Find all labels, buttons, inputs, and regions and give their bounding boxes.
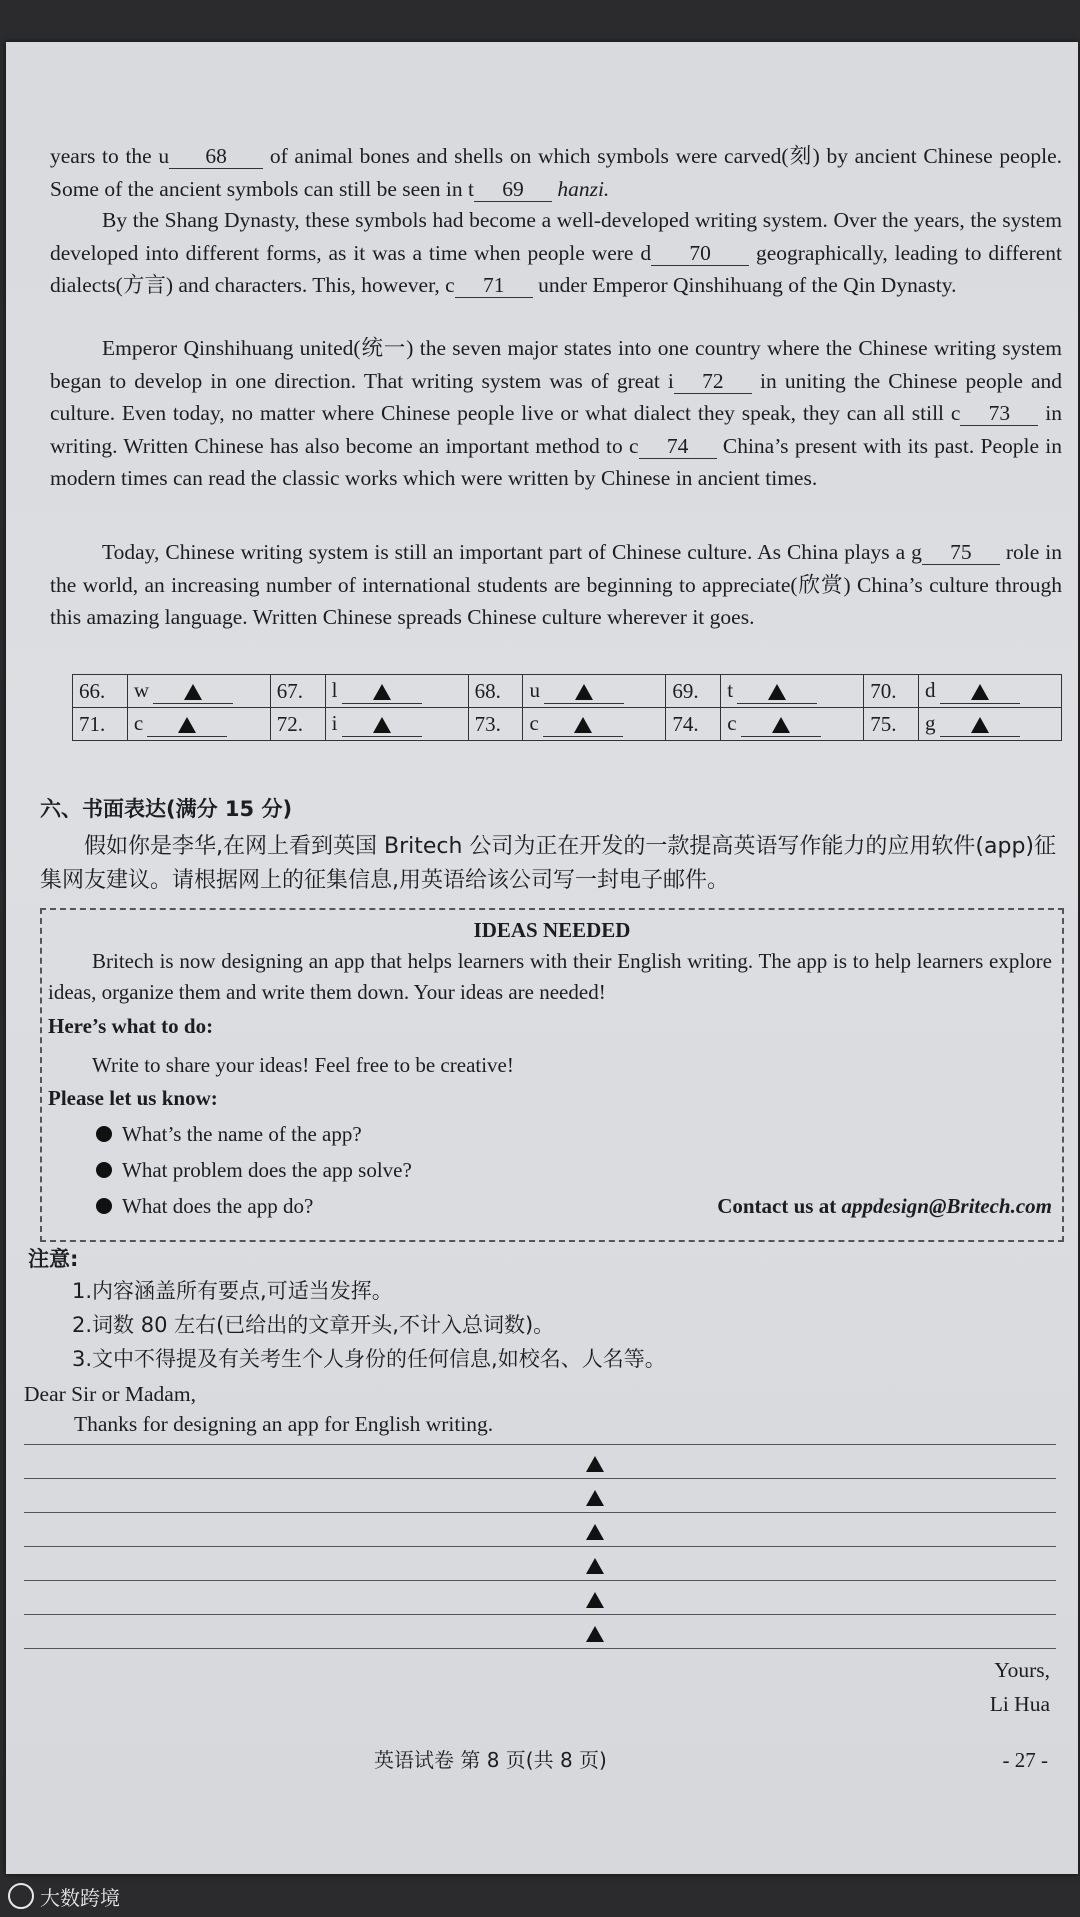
blank-74[interactable]: 74 <box>639 434 717 459</box>
blank-69[interactable]: 69 <box>474 177 552 202</box>
ideas-needed-box <box>40 908 1064 1242</box>
answer-cell[interactable]: d <box>919 675 1062 708</box>
writing-line[interactable] <box>24 1516 1056 1547</box>
section-title: 六、书面表达(满分 15 分) <box>40 797 293 821</box>
bullet-icon <box>96 1162 112 1178</box>
table-row: 71. c 72. i 73. c 74. c 75. g <box>73 708 1062 741</box>
box-todo: Write to share your ideas! Feel free to be creative! <box>92 1053 514 1077</box>
answer-cell[interactable]: l <box>325 675 468 708</box>
writing-line[interactable] <box>24 1482 1056 1513</box>
triangle-icon <box>768 684 786 700</box>
triangle-icon <box>586 1558 604 1574</box>
answer-cell[interactable]: g <box>919 708 1062 741</box>
triangle-icon <box>772 717 790 733</box>
triangle-icon <box>586 1592 604 1608</box>
watermark: 大数跨境 <box>8 1882 120 1911</box>
writing-line[interactable] <box>24 1550 1056 1581</box>
writing-line[interactable] <box>24 1584 1056 1615</box>
triangle-icon <box>586 1490 604 1506</box>
triangle-icon <box>373 684 391 700</box>
letter-signature: Li Hua <box>989 1692 1050 1716</box>
blank-73[interactable]: 73 <box>960 401 1038 426</box>
note-2: 2.词数 80 左右(已给出的文章开头,不计入总词数)。 <box>72 1313 555 1337</box>
blank-75[interactable]: 75 <box>922 540 1000 565</box>
page-footer: 英语试卷 第 8 页(共 8 页) <box>374 1748 607 1772</box>
section-intro: 假如你是李华,在网上看到英国 Britech 公司为正在开发的一款提高英语写作能力的应用软件(app)征集网友建议。请根据网上的征集信息,用英语给该公司写一封电子邮件。 <box>40 834 1057 893</box>
list-item: What’s the name of the app? <box>96 1122 362 1147</box>
triangle-icon <box>586 1626 604 1642</box>
box-title: IDEAS NEEDED <box>473 918 631 942</box>
writing-line[interactable] <box>24 1618 1056 1649</box>
triangle-icon <box>574 717 592 733</box>
triangle-icon <box>971 717 989 733</box>
letter-greeting: Dear Sir or Madam, <box>24 1382 196 1406</box>
watermark-logo-icon <box>8 1883 34 1909</box>
table-row: 66. w 67. l 68. u 69. t 70. d <box>73 675 1062 708</box>
triangle-icon <box>184 684 202 700</box>
box-heading-letusknow: Please let us know: <box>48 1086 218 1110</box>
answer-cell[interactable]: c <box>127 708 270 741</box>
paragraph-4: Today, Chinese writing system is still an important part of Chinese culture. As China plays a g 75 role in the world, an increasing number of international students are beginning to appreciate(欣赏) China’s culture through this amazing language. Written Chinese spreads Chinese culture wherever it goes. <box>50 540 1062 629</box>
letter-closing: Yours, <box>994 1658 1050 1682</box>
contact-line: Contact us at appdesign@Britech.com <box>717 1194 1052 1218</box>
triangle-icon <box>178 717 196 733</box>
answer-cell[interactable]: c <box>721 708 864 741</box>
answer-cell[interactable]: t <box>721 675 864 708</box>
letter-first-line: Thanks for designing an app for English writing. <box>74 1412 494 1436</box>
list-item: What problem does the app solve? <box>96 1158 412 1183</box>
note-1: 1.内容涵盖所有要点,可适当发挥。 <box>72 1279 393 1303</box>
answer-cell[interactable]: u <box>523 675 666 708</box>
answer-table <box>72 674 1062 741</box>
notes-heading: 注意: <box>28 1247 79 1271</box>
bullet-icon <box>96 1198 112 1214</box>
triangle-icon <box>971 684 989 700</box>
answer-cell[interactable]: w <box>127 675 270 708</box>
page-number: - 27 - <box>1002 1748 1048 1772</box>
paragraph-1: years to the u 68 of animal bones and shells on which symbols were carved(刻) by ancient Chinese people. Some of the ancient symbols can still be seen in t 69 hanzi. <box>50 144 1063 201</box>
blank-68[interactable]: 68 <box>169 144 263 169</box>
answer-cell[interactable]: i <box>325 708 468 741</box>
triangle-icon <box>373 717 391 733</box>
box-body: Britech is now designing an app that helps learners with their English writing. The app is to help learners explore ideas, organize them and write them down. Your ideas are needed! <box>48 949 1052 1004</box>
triangle-icon <box>586 1456 604 1472</box>
writing-line[interactable] <box>24 1448 1056 1479</box>
triangle-icon <box>586 1524 604 1540</box>
blank-72[interactable]: 72 <box>674 369 752 394</box>
blank-71[interactable]: 71 <box>455 273 533 298</box>
exam-page <box>6 42 1078 1874</box>
answer-cell[interactable]: c <box>523 708 666 741</box>
box-heading-todo: Here’s what to do: <box>48 1014 214 1038</box>
blank-70[interactable]: 70 <box>651 241 749 266</box>
writing-line[interactable] <box>24 1414 1056 1445</box>
list-item: What does the app do? <box>96 1194 313 1219</box>
triangle-icon <box>575 684 593 700</box>
contact-email[interactable]: appdesign@Britech.com <box>841 1194 1052 1218</box>
note-3: 3.文中不得提及有关考生个人身份的任何信息,如校名、人名等。 <box>72 1347 666 1371</box>
paragraph-3: Emperor Qinshihuang united(统一) the seven major states into one country where the Chinese writing system began to develop in one direction. That writing system was of great i 72 in uniting the Chinese people and culture. Even today, no matter where Chinese people live or what dialect they speak, they can all still c 73 in writing. Written Chinese has also become an important method to c 74 China’s present with its past. People in modern times can read the classic works which were written by Chinese in ancient times. <box>50 336 1063 490</box>
bullet-icon <box>96 1126 112 1142</box>
paragraph-2: By the Shang Dynasty, these symbols had become a well-developed writing system. Over the years, the system developed into different forms, as it was a time when people were d 70 geographically, leading to different dialects(方言) and characters. This, however, c 71 under Emperor Qinshihuang of the Qin Dynasty. <box>50 208 1063 297</box>
